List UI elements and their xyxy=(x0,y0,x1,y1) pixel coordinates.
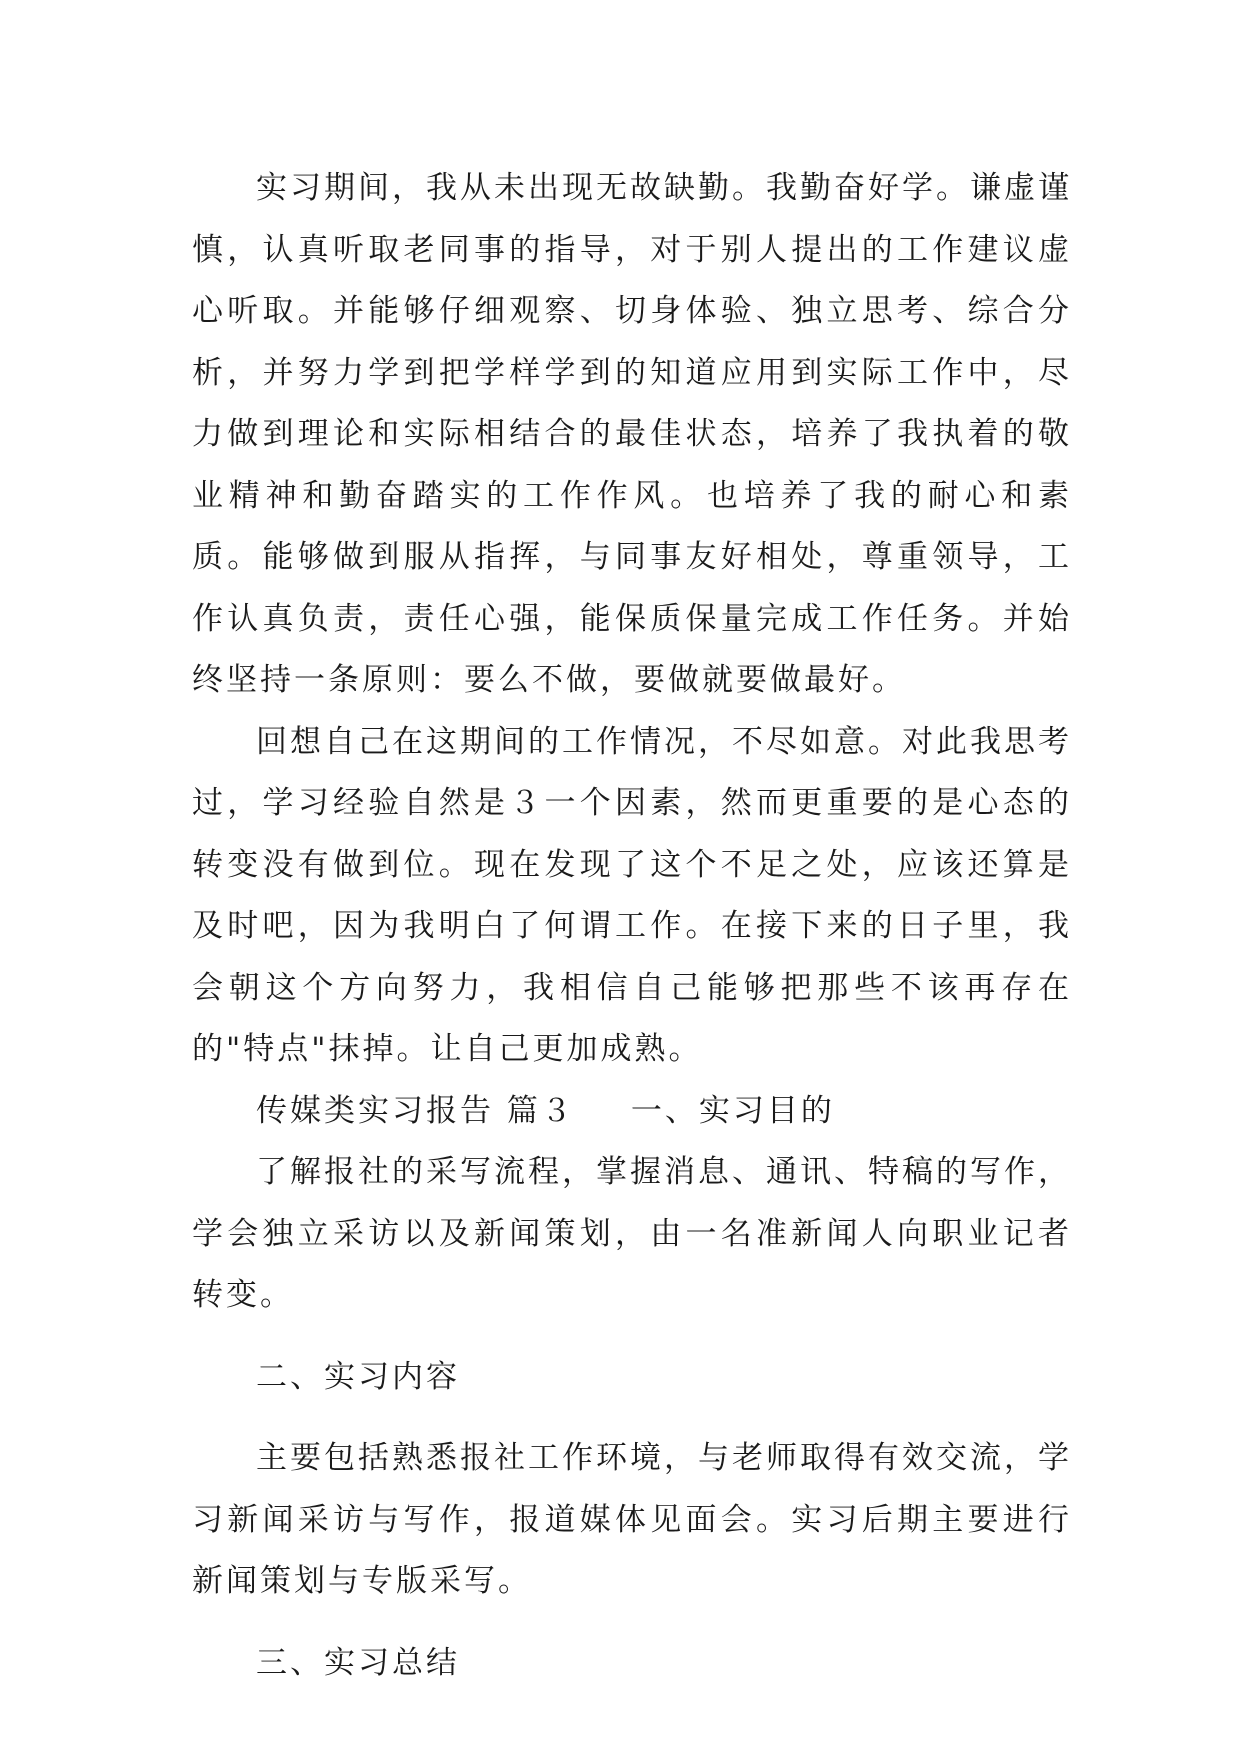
paragraph-internship-attitude: 实习期间，我从未出现无故缺勤。我勤奋好学。谦虚谨慎，认真听取老同事的指导，对于别人提出的工作建议虚心听取。并能够仔细观察、切身体验、独立思考、综合分析，并努力学到把学样学到的知道应用到实际工作中，尽力做到理论和实际相结合的最佳状态，培养了我执着的敬业精神和勤奋踏实的工作作风。也培养了我的耐心和素质。能够做到服从指挥，与同事友好相处，尊重领导，工作认真负责，责任心强，能保质保量完成工作任务。并始终坚持一条原则：要么不做，要做就要做最好。 xyxy=(192,170,1072,698)
report-title: 传媒类实习报告 篇３ xyxy=(256,1092,575,1129)
section1-text: 了解报社的采写流程，掌握消息、通讯、特稿的写作，学会独立采访以及新闻策划，由一名准新闻人向职业记者转变。 xyxy=(192,1154,1072,1313)
paragraph-reflection: 回想自己在这期间的工作情况，不尽如意。对此我思考过，学习经验自然是３一个因素，然而更重要的是心态的转变没有做到位。现在发现了这个不足之处，应该还算是及时吧，因为我明白了何谓工作。在接下来的日子里，我会朝这个方向努力，我相信自己能够把那些不该再存在的"特点"抹掉。让自己更加成熟。 xyxy=(192,723,1072,1067)
section2-text: 主要包括熟悉报社工作环境，与老师取得有效交流，学习新闻采访与写作，报道媒体见面会。实习后期主要进行新闻策划与专版采写。 xyxy=(192,1440,1072,1599)
section3-heading: 三、实习总结 xyxy=(256,1644,460,1681)
section2-heading: 二、实习内容 xyxy=(256,1358,460,1395)
document-body xyxy=(192,158,1072,1694)
section1-heading: 一、实习目的 xyxy=(630,1092,835,1129)
report-title-line xyxy=(192,1081,1072,1143)
